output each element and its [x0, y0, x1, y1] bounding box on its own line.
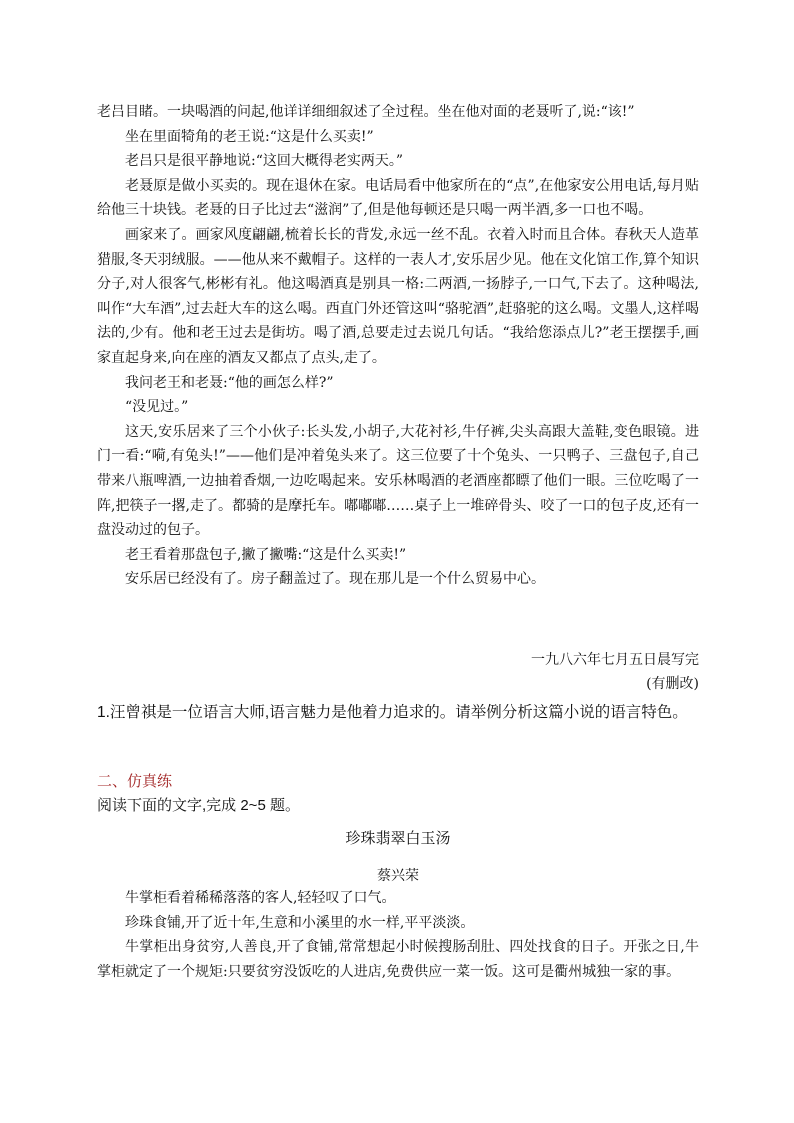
passage-paragraph: 牛掌柜看着稀稀落落的客人,轻轻叹了口气。 [125, 890, 396, 906]
story-paragraph: 我问老王和老聂:“他的画怎么样?” [125, 374, 334, 391]
story-paragraph: 坐在里面犄角的老王说:“这是什么买卖!” [125, 128, 374, 145]
section-heading: 二、仿真练 [97, 773, 173, 790]
question-1: 1.汪曾祺是一位语言大师,语言魅力是他着力追求的。请举例分析这篇小说的语言特色。 [97, 704, 688, 721]
passage-author: 蔡兴荣 [377, 868, 419, 884]
story-paragraph: 老聂原是做小买卖的。现在退休在家。电话局看中他家所在的“点”,在他家安公用电话,每月贴给他三十块钱。老聂的日子比过去“滋润”了,但是他每顿还是只喝一两半酒,多一口也不喝。 [97, 177, 699, 219]
edit-note: (有删改) [646, 676, 699, 692]
story-body [97, 100, 699, 592]
date-line: 一九八六年七月五日晨写完 [531, 652, 699, 668]
story-paragraph: 这天,安乐居来了三个小伙子:长头发,小胡子,大花衬衫,牛仔裤,尖头高跟大盖鞋,变色眼镜。进门一看:“嗬,有兔头!”——他们是冲着兔头来了。这三位要了十个兔头、一只鸭子、三盘包子,自己带来八瓶啤酒,一边抽着香烟,一边吃喝起来。安乐林喝酒的老酒座都瞟了他们一眼。三位吃喝了一阵,把筷子一撂,走了。都骑的是摩托车。嘟嘟嘟……桌子上一堆碎骨头、咬了一口的包子皮,还有一盘没动过的包子。 [97, 423, 699, 539]
passage-body [97, 886, 699, 984]
story-paragraph: “没见过。” [125, 399, 189, 416]
passage-title: 珍珠翡翠白玉汤 [345, 830, 451, 847]
passage-paragraph: 牛掌柜出身贫穷,人善良,开了食铺,常常想起小时候搜肠刮肚、四处找食的日子。开张之日,牛掌柜就定了一个规矩:只要贫穷没饭吃的人进店,免费供应一菜一饭。这可是衢州城独一家的事。 [97, 939, 699, 980]
story-paragraph: 安乐居已经没有了。房子翻盖过了。现在那儿是一个什么贸易中心。 [125, 571, 545, 588]
story-paragraph: 老吕只是很平静地说:“这回大概得老实两天。” [125, 153, 404, 170]
passage-paragraph: 珍珠食铺,开了近十年,生意和小溪里的水一样,平平淡淡。 [125, 914, 475, 931]
reading-instruction: 阅读下面的文字,完成 2~5 题。 [97, 797, 300, 814]
story-paragraph: 老吕目睹。一块喝酒的问起,他详详细细叙述了全过程。坐在他对面的老聂听了,说:“该!” [97, 104, 635, 120]
story-paragraph: 画家来了。画家风度翩翩,梳着长长的背发,永远一丝不乱。衣着入时而且合体。春秋天人造革猎服,冬天羽绒服。——他从来不戴帽子。这样的一表人才,安乐居少见。他在文化馆工作,算个知识分子,对人很客气,彬彬有礼。他这喝酒真是别具一格:二两酒,一扬脖子,一口气,下去了。这种喝法,叫作“大车酒”,过去赶大车的这么喝。西直门外还管这叫“骆驼酒”,赶骆驼的这么喝。文墨人,这样喝法的,少有。他和老王过去是街坊。喝了酒,总要走过去说几句话。“我给您添点儿?”老王摆摆手,画家直起身来,向在座的酒友又都点了点头,走了。 [97, 226, 699, 366]
story-paragraph: 老王看着那盘包子,撇了撇嘴:“这是什么买卖!” [125, 546, 407, 563]
